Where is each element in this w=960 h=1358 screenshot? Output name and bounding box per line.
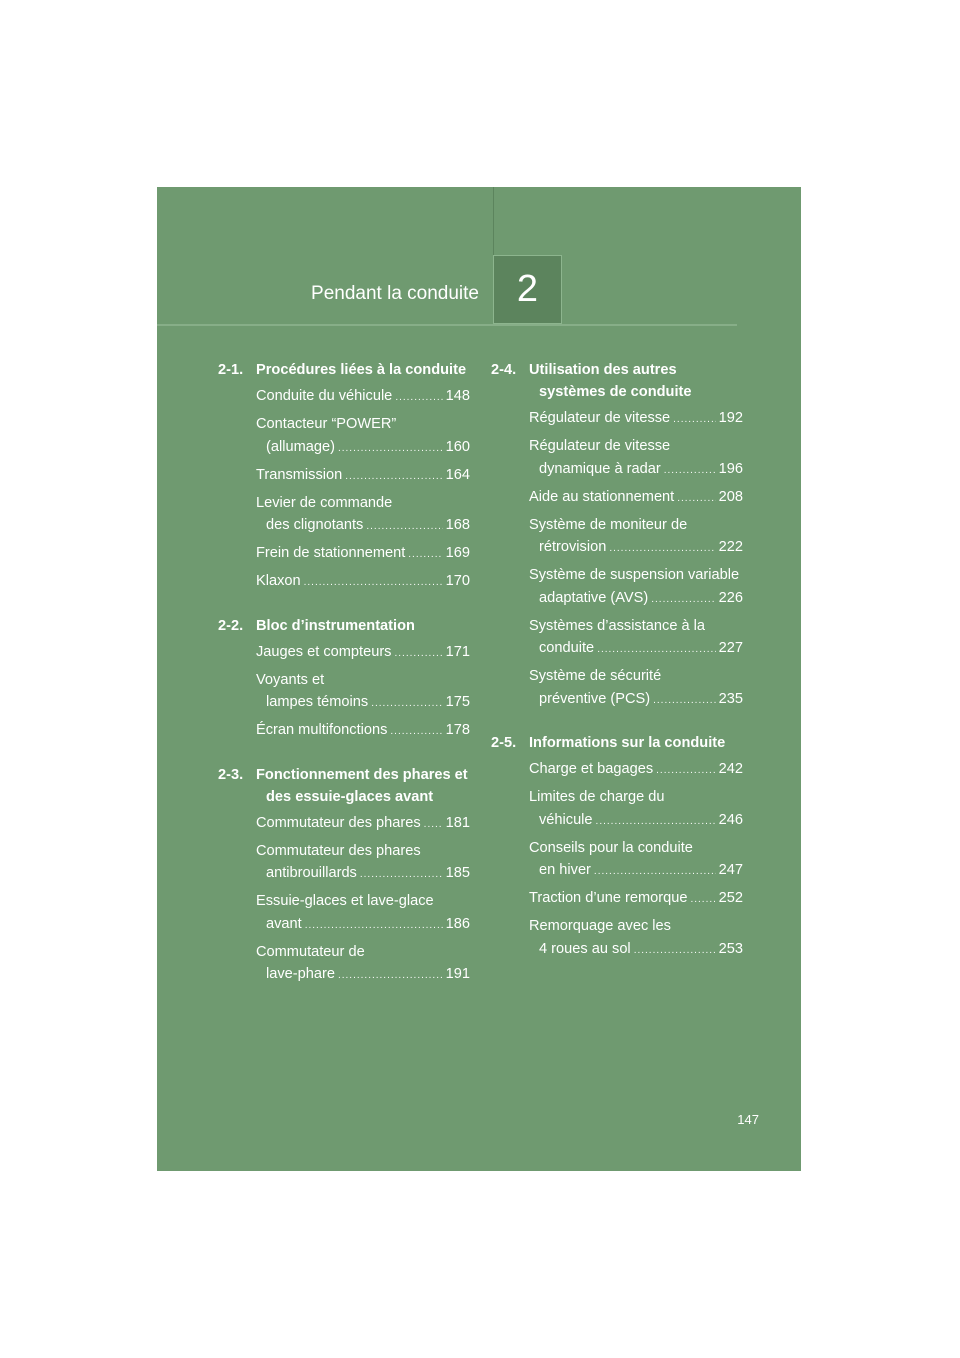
entry-title: Klaxon bbox=[256, 573, 301, 589]
toc-section bbox=[218, 764, 470, 988]
section-title: Procédures liées à la conduite bbox=[256, 362, 467, 378]
toc-section bbox=[218, 615, 470, 744]
entry-page-number: 246 bbox=[718, 811, 743, 828]
entry-title: lampes témoins bbox=[266, 694, 369, 710]
toc-entry[interactable] bbox=[529, 665, 743, 712]
entry-title-line: Commutateur des phares bbox=[256, 842, 421, 859]
toc-entry[interactable] bbox=[256, 464, 470, 489]
entry-title: préventive (PCS) bbox=[539, 690, 651, 707]
toc-entry[interactable] bbox=[529, 786, 743, 833]
toc-entry[interactable] bbox=[256, 413, 470, 460]
entry-page-number: 222 bbox=[718, 539, 743, 555]
toc-column-left bbox=[218, 359, 470, 1008]
entry-title: Écran multifonctions bbox=[256, 722, 388, 738]
entry-title: 4 roues au sol bbox=[539, 940, 631, 957]
section-title: Bloc d’instrumentation bbox=[256, 617, 415, 634]
entry-page-number: 252 bbox=[718, 890, 743, 906]
entry-page-number: 175 bbox=[445, 694, 470, 710]
entry-page-number: 168 bbox=[445, 517, 470, 533]
header-divider-horizontal bbox=[157, 324, 737, 326]
toc-entry[interactable] bbox=[529, 887, 743, 912]
toc-entry[interactable] bbox=[256, 542, 470, 567]
section-heading bbox=[491, 732, 743, 754]
entry-title-line: Limites de charge du bbox=[529, 789, 665, 805]
entry-title: lave-phare bbox=[266, 966, 335, 982]
dot-leader bbox=[394, 643, 442, 666]
chapter-number-box bbox=[493, 255, 562, 324]
toc-entry[interactable] bbox=[529, 435, 743, 482]
entry-title: Régulateur de vitesse bbox=[529, 410, 671, 426]
chapter-title: Pendant la conduite bbox=[311, 283, 479, 304]
entry-page-number: 247 bbox=[718, 862, 743, 878]
section-heading bbox=[218, 615, 470, 637]
toc-entry[interactable] bbox=[529, 486, 743, 511]
dot-leader bbox=[653, 690, 716, 713]
dot-leader bbox=[304, 572, 443, 595]
entry-page-number: 169 bbox=[445, 545, 470, 561]
section-number: 2-1. bbox=[218, 362, 244, 378]
dot-leader bbox=[609, 538, 715, 561]
entry-title: Conduite du véhicule bbox=[256, 388, 393, 404]
entry-title: Charge et bagages bbox=[529, 761, 654, 777]
dot-leader bbox=[597, 639, 715, 662]
entry-title: Transmission bbox=[256, 466, 343, 483]
entry-title: Traction d’une remorque bbox=[529, 890, 688, 906]
section-title: Fonctionnement des phares et des essuie-glaces avant bbox=[256, 766, 468, 805]
dot-leader bbox=[408, 544, 442, 567]
dot-leader bbox=[345, 466, 442, 489]
entry-page-number: 192 bbox=[718, 410, 743, 426]
entry-title: rétrovision bbox=[539, 539, 607, 555]
entry-title: Jauges et compteurs bbox=[256, 643, 392, 660]
entry-title-line: Contacteur “POWER” bbox=[256, 416, 397, 432]
toc-entry[interactable] bbox=[529, 615, 743, 662]
entry-title-line: Régulateur de vitesse bbox=[529, 438, 671, 454]
section-heading bbox=[218, 764, 470, 808]
section-title: Informations sur la conduite bbox=[529, 735, 726, 751]
toc-entry[interactable] bbox=[256, 812, 470, 837]
toc-entry[interactable] bbox=[256, 719, 470, 744]
entry-title: véhicule bbox=[539, 811, 593, 828]
toc-entry[interactable] bbox=[256, 890, 470, 937]
entry-page-number: 186 bbox=[445, 915, 470, 932]
section-number: 2-3. bbox=[218, 766, 244, 783]
section-heading bbox=[491, 359, 743, 403]
toc-entry[interactable] bbox=[256, 840, 470, 887]
dot-leader bbox=[677, 488, 715, 511]
entry-page-number: 171 bbox=[445, 643, 470, 660]
dot-leader bbox=[594, 861, 716, 884]
entry-title-line: Système de moniteur de bbox=[529, 516, 688, 533]
section-title: Utilisation des autres systèmes de conduite bbox=[529, 362, 692, 400]
toc-section bbox=[491, 359, 743, 712]
entry-title: avant bbox=[266, 915, 302, 932]
entry-page-number: 208 bbox=[718, 488, 743, 505]
toc-entry[interactable] bbox=[529, 837, 743, 884]
entry-page-number: 235 bbox=[718, 690, 743, 707]
entry-title-line: Remorquage avec les bbox=[529, 918, 671, 934]
entry-title-line: Système de sécurité bbox=[529, 668, 662, 684]
page-number: 147 bbox=[737, 1112, 759, 1127]
entry-title: conduite bbox=[539, 640, 595, 656]
entry-title: antibrouillards bbox=[266, 865, 357, 881]
section-heading bbox=[218, 359, 470, 381]
entry-title-line: Essuie-glaces et lave-glace bbox=[256, 893, 434, 909]
entry-title: dynamique à radar bbox=[539, 460, 661, 477]
entry-page-number: 191 bbox=[445, 966, 470, 982]
entry-title: Aide au stationnement bbox=[529, 488, 675, 505]
toc-entry[interactable] bbox=[529, 514, 743, 561]
dot-leader bbox=[690, 889, 715, 912]
dot-leader bbox=[390, 721, 442, 744]
toc-entry[interactable] bbox=[529, 915, 743, 962]
toc-entry[interactable] bbox=[256, 385, 470, 410]
entry-title: (allumage) bbox=[266, 438, 335, 455]
dot-leader bbox=[305, 915, 443, 938]
entry-title-line: Voyants et bbox=[256, 671, 325, 688]
dot-leader bbox=[371, 693, 442, 716]
section-number: 2-4. bbox=[491, 362, 517, 378]
chapter-number: 2 bbox=[516, 268, 539, 310]
entry-page-number: 160 bbox=[445, 438, 470, 455]
dot-leader bbox=[634, 940, 716, 963]
entry-page-number: 181 bbox=[445, 814, 470, 831]
dot-leader bbox=[673, 409, 715, 432]
dot-leader bbox=[596, 811, 716, 834]
toc-section bbox=[218, 359, 470, 595]
toc-entry[interactable] bbox=[256, 641, 470, 666]
entry-page-number: 227 bbox=[718, 640, 743, 656]
toc-entry[interactable] bbox=[256, 669, 470, 716]
toc-entry[interactable] bbox=[256, 941, 470, 988]
dot-leader bbox=[338, 438, 443, 461]
toc-entry[interactable] bbox=[256, 492, 470, 539]
entry-title: des clignotants bbox=[266, 517, 364, 533]
dot-leader bbox=[651, 589, 715, 612]
entry-title-line: Systèmes d’assistance à la bbox=[529, 617, 706, 634]
entry-title: en hiver bbox=[539, 862, 591, 878]
entry-title-line: Commutateur de bbox=[256, 943, 365, 960]
entry-page-number: 196 bbox=[718, 460, 743, 477]
entry-page-number: 185 bbox=[445, 865, 470, 881]
toc-entry[interactable] bbox=[529, 758, 743, 783]
entry-title: Commutateur des phares bbox=[256, 814, 421, 831]
entry-title-line: Conseils pour la conduite bbox=[529, 839, 693, 856]
entry-title: Frein de stationnement bbox=[256, 545, 406, 561]
entry-page-number: 242 bbox=[718, 761, 743, 777]
dot-leader bbox=[366, 516, 442, 539]
entry-page-number: 164 bbox=[445, 466, 470, 483]
section-number: 2-5. bbox=[491, 735, 517, 751]
entry-page-number: 148 bbox=[445, 388, 470, 404]
dot-leader bbox=[360, 864, 443, 887]
toc-column-right bbox=[491, 359, 743, 982]
manual-page bbox=[157, 187, 801, 1171]
entry-title-line: Levier de commande bbox=[256, 494, 393, 511]
entry-title: adaptative (AVS) bbox=[539, 589, 649, 606]
entry-page-number: 253 bbox=[718, 940, 743, 957]
dot-leader bbox=[395, 387, 442, 410]
toc-entry[interactable] bbox=[529, 564, 743, 611]
dot-leader bbox=[656, 760, 716, 783]
toc-section bbox=[491, 732, 743, 962]
dot-leader bbox=[664, 460, 716, 483]
entry-page-number: 170 bbox=[445, 573, 470, 589]
dot-leader bbox=[424, 814, 443, 837]
toc-entry[interactable] bbox=[256, 570, 470, 595]
dot-leader bbox=[338, 965, 443, 988]
entry-title-line: Système de suspension variable bbox=[529, 567, 740, 583]
section-number: 2-2. bbox=[218, 617, 244, 634]
toc-entry[interactable] bbox=[529, 407, 743, 432]
entry-page-number: 178 bbox=[445, 722, 470, 738]
entry-page-number: 226 bbox=[718, 589, 743, 606]
